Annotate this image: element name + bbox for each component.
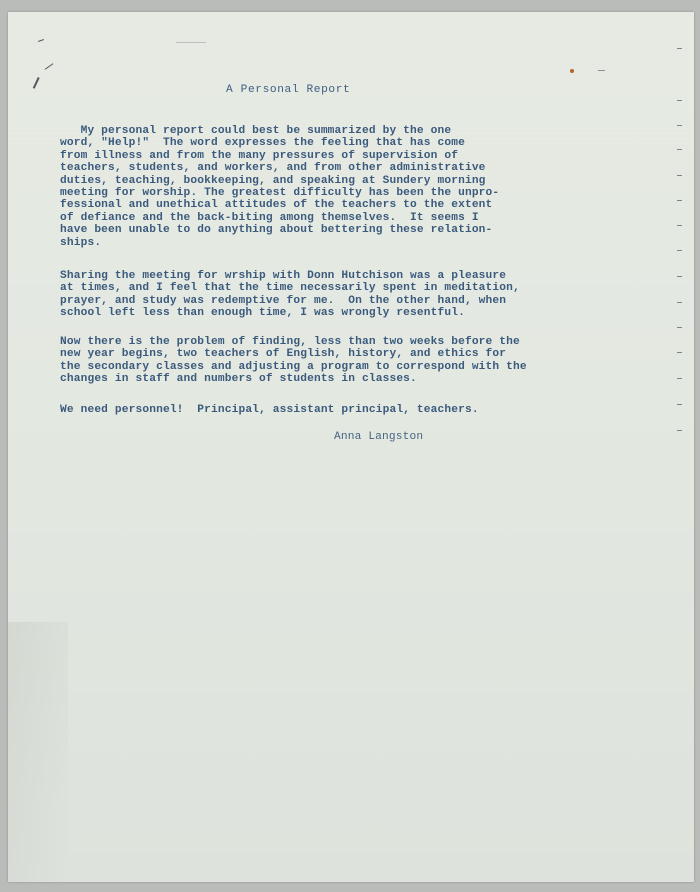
paragraph-staffing-problem: Now there is the problem of finding, less than two weeks before the new year begins, two teachers of English, history, and ethics for the secondary classes and adjusting a program to correspond with the changes in staff and numbers of students in classes. <box>60 336 527 386</box>
pencil-mark <box>38 39 44 42</box>
edge-tick <box>677 302 682 303</box>
edge-tick <box>677 276 682 277</box>
edge-tick <box>677 149 682 150</box>
faint-mark <box>176 42 206 43</box>
pencil-mark <box>45 63 54 70</box>
edge-tick <box>677 327 682 328</box>
edge-tick <box>677 430 682 431</box>
typed-letter-page <box>8 12 694 882</box>
edge-tick <box>677 352 682 353</box>
edge-tick <box>677 125 682 126</box>
pencil-mark <box>33 77 39 89</box>
edge-tick <box>677 378 682 379</box>
signature: Anna Langston <box>334 431 424 443</box>
edge-tick <box>677 225 682 226</box>
paragraph-personal-report: My personal report could best be summarized by the one word, "Help!" The word expresses the feeling that has come from illness and from the many pressures of supervision of teachers, students, and workers, and from other administrative duties, teaching, bookkeeping, and speaking at Sundery morning meeting for worship. The greatest difficulty has been the unpro- fessional and unethical attitudes of the teachers to the extent of defiance and the back-biting among themselves. It seems I have been unable to do anything about bettering these relation- ships. <box>60 125 500 249</box>
edge-tick <box>677 404 682 405</box>
faint-mark <box>598 70 605 71</box>
edge-tick <box>677 100 682 101</box>
edge-tick <box>677 200 682 201</box>
document-title: A Personal Report <box>226 84 351 96</box>
edge-tick <box>677 48 682 49</box>
edge-tick <box>677 175 682 176</box>
rust-spot <box>570 69 574 73</box>
paragraph-personnel-need: We need personnel! Principal, assistant principal, teachers. <box>60 404 479 416</box>
paragraph-meeting-for-worship: Sharing the meeting for wrship with Donn Hutchison was a pleasure at times, and I feel that the time necessarily spent in meditation, prayer, and study was redemptive for me. On the other hand, when school left less than enough time, I was wrongly resentful. <box>60 270 520 320</box>
edge-tick <box>677 250 682 251</box>
